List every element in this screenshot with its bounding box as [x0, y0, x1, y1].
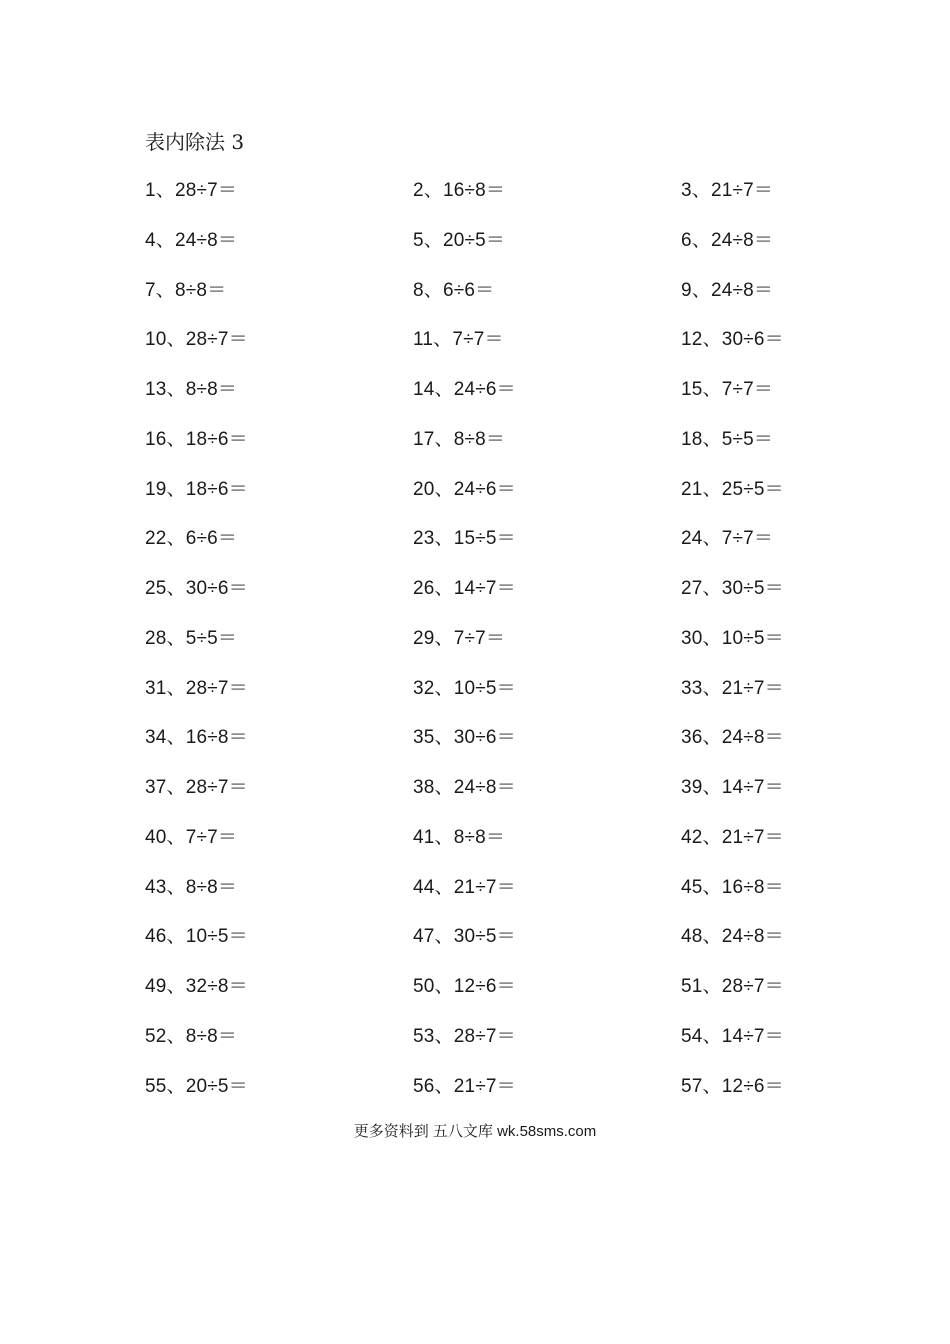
division-problem: 9、24÷8＝	[681, 280, 774, 301]
division-problem: 43、8÷8＝	[145, 877, 238, 898]
division-problem: 11、7÷7＝	[413, 329, 504, 350]
division-problem: 7、8÷8＝	[145, 280, 227, 301]
division-problem: 39、14÷7＝	[681, 777, 784, 798]
division-problem: 19、18÷6＝	[145, 479, 248, 500]
division-problem: 34、16÷8＝	[145, 727, 248, 748]
division-problem: 57、12÷6＝	[681, 1076, 784, 1097]
division-problem: 31、28÷7＝	[145, 678, 248, 699]
division-problem: 42、21÷7＝	[681, 827, 784, 848]
division-problem: 47、30÷5＝	[413, 926, 516, 947]
division-problem: 53、28÷7＝	[413, 1026, 516, 1047]
division-problem: 16、18÷6＝	[145, 429, 248, 450]
division-problem: 25、30÷6＝	[145, 578, 248, 599]
division-problem: 48、24÷8＝	[681, 926, 784, 947]
division-problem: 51、28÷7＝	[681, 976, 784, 997]
division-problem: 10、28÷7＝	[145, 329, 248, 350]
division-problem: 40、7÷7＝	[145, 827, 238, 848]
division-problem: 35、30÷6＝	[413, 727, 516, 748]
division-problem: 21、25÷5＝	[681, 479, 784, 500]
division-problem: 41、8÷8＝	[413, 827, 506, 848]
division-problem: 14、24÷6＝	[413, 379, 516, 400]
division-problem: 56、21÷7＝	[413, 1076, 516, 1097]
division-problem: 15、7÷7＝	[681, 379, 774, 400]
division-problem: 18、5÷5＝	[681, 429, 774, 450]
division-problem: 44、21÷7＝	[413, 877, 516, 898]
division-problem: 28、5÷5＝	[145, 628, 238, 649]
division-problem: 38、24÷8＝	[413, 777, 516, 798]
division-problem: 23、15÷5＝	[413, 528, 516, 549]
division-problem: 32、10÷5＝	[413, 678, 516, 699]
division-problem: 45、16÷8＝	[681, 877, 784, 898]
footer-source-text: 更多资料到 五八文库 wk.58sms.com	[353, 1123, 597, 1140]
division-problem: 29、7÷7＝	[413, 628, 506, 649]
worksheet-title: 表内除法 3	[145, 130, 245, 154]
division-problem: 36、24÷8＝	[681, 727, 784, 748]
division-problem: 24、7÷7＝	[681, 528, 774, 549]
division-problem: 46、10÷5＝	[145, 926, 248, 947]
division-problem: 8、6÷6＝	[413, 280, 495, 301]
division-problem: 3、21÷7＝	[681, 180, 774, 201]
division-problem: 13、8÷8＝	[145, 379, 238, 400]
division-problem: 12、30÷6＝	[681, 329, 784, 350]
division-problem: 33、21÷7＝	[681, 678, 784, 699]
division-problem: 52、8÷8＝	[145, 1026, 238, 1047]
division-problem: 2、16÷8＝	[413, 180, 506, 201]
division-problem: 26、14÷7＝	[413, 578, 516, 599]
division-problem: 17、8÷8＝	[413, 429, 506, 450]
division-problem: 20、24÷6＝	[413, 479, 516, 500]
division-problem: 55、20÷5＝	[145, 1076, 248, 1097]
division-problem: 54、14÷7＝	[681, 1026, 784, 1047]
division-problem: 27、30÷5＝	[681, 578, 784, 599]
division-problem: 49、32÷8＝	[145, 976, 248, 997]
division-problem: 5、20÷5＝	[413, 230, 506, 251]
division-problem: 22、6÷6＝	[145, 528, 238, 549]
division-problem: 4、24÷8＝	[145, 230, 238, 251]
division-problem: 37、28÷7＝	[145, 777, 248, 798]
division-problem: 30、10÷5＝	[681, 628, 784, 649]
division-problem: 6、24÷8＝	[681, 230, 774, 251]
division-problem: 1、28÷7＝	[145, 180, 238, 201]
division-problem: 50、12÷6＝	[413, 976, 516, 997]
